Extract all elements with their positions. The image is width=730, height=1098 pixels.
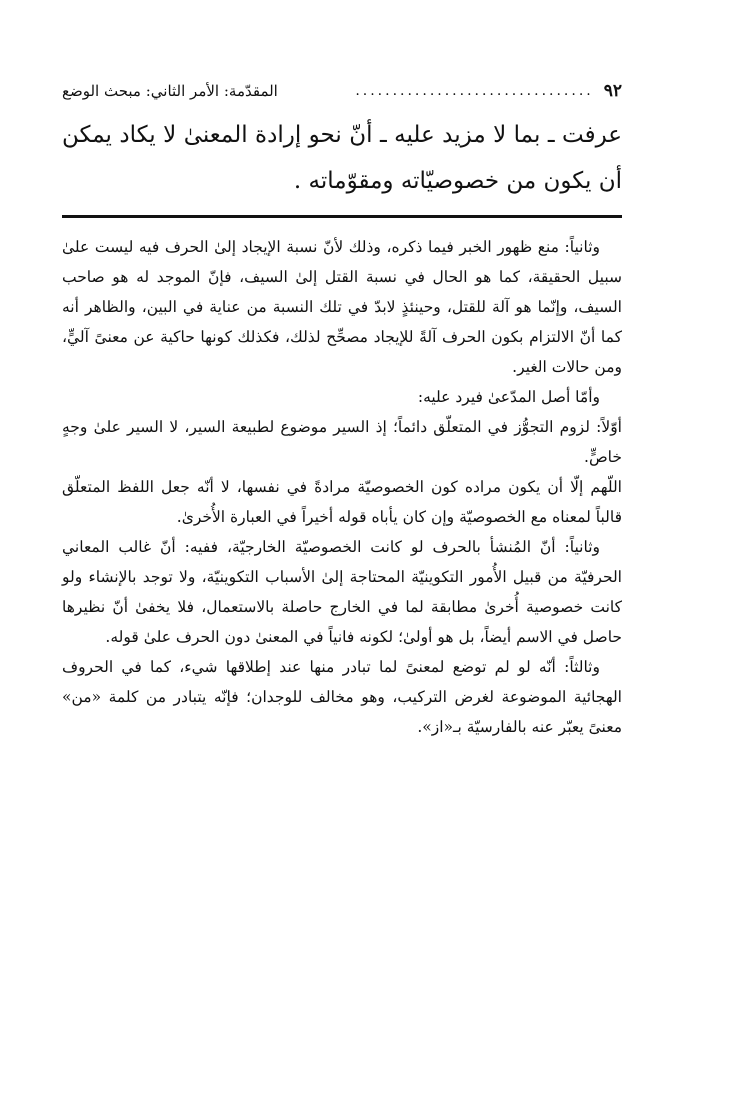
leader-dots: ................................ (355, 83, 594, 99)
footnote-paragraph: وثالثاً: أنّه لو لم توضع لمعنىً لما تبادر منها عند إطلاقها شيء، كما في الحروف الهجائية الموضوعة لغرض التركيب، وهو مخالف للوجدان؛ فإنّه يتبادر من كلمة «من» معنىً يعبّر عنه بالفارسيّة بـ«از». (62, 658, 622, 736)
footnote-paragraph: وثانياً: منع ظهور الخبر فيما ذكره، وذلك لأنّ نسبة الإيجاد إلىٰ الحرف فيه ليست علىٰ سبيل الحقيقة، كما هو الحال في نسبة القتل إلىٰ السيف، فإنّ الموجد له هو صاحب السيف، وإنّما هو آلة للقتل، وحينئذٍ لابدّ في تلك النسبة من عناية في البين، والظاهر أنه كما أنّ الالتزام بكون الحرف آلةً للإيجاد مصحِّح لذلك، فكذلك كونها حاكية عن معنىً آليٍّ، ومن حالات الغير. (62, 238, 622, 376)
page-number: ٩٢ (603, 81, 622, 101)
footnote-paragraph: وأمّا أصل المدّعىٰ فيرد عليه: (417, 388, 600, 406)
running-title: المقدّمة: الأمر الثاني: مبحث الوضع (62, 82, 278, 100)
footnote-separator (62, 215, 622, 218)
footnote-paragraph: أوّلاً: لزوم التجوُّز في المتعلّق دائماً؛ إذ السير موضوع لطبيعة السير، لا السير علىٰ وجهٍ خاصٍّ. (62, 418, 622, 466)
main-paragraph: عرفت ـ بما لا مزيد عليه ـ أنّ نحو إرادة المعنىٰ لا يكاد يمكن أن يكون من خصوصيّاته ومقوّماته . (62, 122, 622, 194)
footnote-paragraph: اللّهم إلّا أن يكون مراده كون الخصوصيّة مرادةً في نفسها، لا أنّه جعل اللفظ المتعلّق قالباً لمعناه مع الخصوصيّة وإن كان يأباه قوله أخيراً في العبارة الأُخرىٰ. (62, 478, 622, 526)
running-header (62, 78, 622, 104)
footnote-block (62, 232, 622, 742)
main-text (62, 112, 622, 204)
footnote-paragraph: وثانياً: أنّ المُنشأ بالحرف لو كانت الخصوصيّة الخارجيّة، ففيه: أنّ غالب المعاني الحرفيّة من قبيل الأُمور التكوينيّة المحتاجة إلىٰ الأسباب التكوينيّة، ولا توجد بالإنشاء ولو كانت خصوصية أُخرىٰ مطابقة لما في الخارج حاصلة بالاستعمال، فلا يخفىٰ أنّ نظيرها حاصل في الاسم أيضاً، بل هو أولىٰ؛ لكونه فانياً في المعنىٰ دون الحرف علىٰ قوله. (62, 538, 622, 646)
